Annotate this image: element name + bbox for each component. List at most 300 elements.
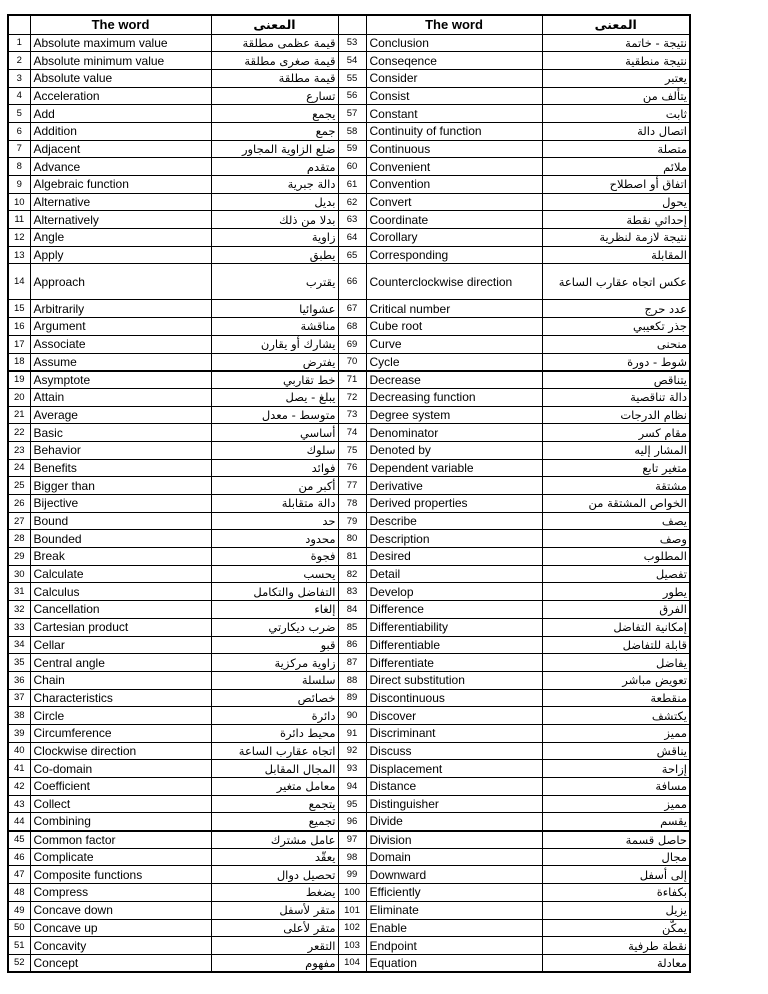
arabic-meaning: ملائم [542,158,690,176]
english-word: Calculate [30,565,211,583]
table-row [8,300,690,318]
row-number: 82 [338,565,366,583]
arabic-meaning: إلى أسفل [542,866,690,884]
english-word: Continuity of function [366,122,542,140]
english-word: Argument [30,318,211,336]
arabic-meaning: تفصيل [542,565,690,583]
row-number: 92 [338,742,366,760]
arabic-meaning: دالة جبرية [211,176,338,194]
row-number: 28 [8,530,30,548]
english-word: Derivative [366,477,542,495]
english-word: Convert [366,193,542,211]
row-number: 70 [338,353,366,371]
english-word: Circle [30,707,211,725]
english-word: Critical number [366,300,542,318]
table-row [8,565,690,583]
arabic-meaning: الفرق [542,601,690,619]
row-number: 47 [8,866,30,884]
english-word: Behavior [30,441,211,459]
english-word: Discriminant [366,724,542,742]
table-row [8,406,690,424]
row-number: 62 [338,193,366,211]
row-number: 42 [8,778,30,796]
english-word: Constant [366,105,542,123]
row-number: 100 [338,884,366,902]
row-number: 22 [8,424,30,442]
english-word: Conseqence [366,52,542,70]
arabic-meaning: متغير تابع [542,459,690,477]
english-word: Acceleration [30,87,211,105]
table-row [8,954,690,972]
arabic-meaning: ضرب ديكارتي [211,618,338,636]
arabic-meaning: ثابت [542,105,690,123]
table-row [8,937,690,955]
arabic-meaning: تسارع [211,87,338,105]
table-row [8,866,690,884]
row-number: 41 [8,760,30,778]
english-word: Develop [366,583,542,601]
row-number: 33 [8,618,30,636]
arabic-meaning: إزاحة [542,760,690,778]
row-number: 95 [338,795,366,813]
arabic-meaning: قيمة صغرى مطلقة [211,52,338,70]
arabic-meaning: إمكانية التفاضل [542,618,690,636]
arabic-meaning: التفاضل والتكامل [211,583,338,601]
english-word: Absolute value [30,69,211,87]
vocabulary-table [7,14,691,973]
arabic-meaning: معامل متغير [211,778,338,796]
table-row [8,813,690,831]
row-number: 25 [8,477,30,495]
row-number: 96 [338,813,366,831]
row-number: 77 [338,477,366,495]
english-word: Differentiability [366,618,542,636]
arabic-meaning: مناقشة [211,318,338,336]
english-word: Degree system [366,406,542,424]
english-word: Concave up [30,919,211,937]
english-word: Clockwise direction [30,742,211,760]
arabic-meaning: دائرة [211,707,338,725]
arabic-meaning: يكتشف [542,707,690,725]
number-column-header-left [8,15,30,34]
english-word: Eliminate [366,901,542,919]
english-word: Combining [30,813,211,831]
arabic-meaning: تحصيل دوال [211,866,338,884]
arabic-meaning: محيط دائرة [211,724,338,742]
english-word: Domain [366,848,542,866]
arabic-meaning: منقطعة [542,689,690,707]
english-word: Enable [366,919,542,937]
english-word: Approach [30,264,211,300]
english-word: Break [30,548,211,566]
row-number: 29 [8,548,30,566]
arabic-meaning: دالة تناقصية [542,388,690,406]
table-row [8,211,690,229]
english-word: Decreasing function [366,388,542,406]
row-number: 91 [338,724,366,742]
arabic-meaning: مميز [542,724,690,742]
english-word: Corollary [366,229,542,247]
table-row [8,371,690,389]
table-row [8,388,690,406]
english-word: Bounded [30,530,211,548]
arabic-meaning: المقابلة [542,246,690,264]
number-column-header-right [338,15,366,34]
table-row [8,583,690,601]
english-word: Differentiate [366,654,542,672]
table-row [8,34,690,52]
english-word: Discontinuous [366,689,542,707]
english-word: Cartesian product [30,618,211,636]
english-word: Cycle [366,353,542,371]
row-number: 13 [8,246,30,264]
arabic-meaning: عامل مشترك [211,831,338,849]
english-word: Decrease [366,371,542,389]
arabic-meaning: مميز [542,795,690,813]
arabic-meaning: زاوية مركزية [211,654,338,672]
arabic-meaning: منحنى [542,335,690,353]
row-number: 69 [338,335,366,353]
english-word: Co-domain [30,760,211,778]
table-row [8,795,690,813]
table-row [8,459,690,477]
row-number: 86 [338,636,366,654]
arabic-meaning: متقر لأسفل [211,901,338,919]
row-number: 12 [8,229,30,247]
english-word: Concavity [30,937,211,955]
row-number: 8 [8,158,30,176]
english-word: Compress [30,884,211,902]
row-number: 72 [338,388,366,406]
arabic-meaning: قبو [211,636,338,654]
arabic-meaning: يجمع [211,105,338,123]
table-row [8,512,690,530]
arabic-meaning: يعتبر [542,69,690,87]
arabic-meaning: قابلة للتفاضل [542,636,690,654]
row-number: 83 [338,583,366,601]
arabic-meaning: يتناقص [542,371,690,389]
table-row [8,495,690,513]
row-number: 85 [338,618,366,636]
table-row [8,671,690,689]
arabic-meaning: زاوية [211,229,338,247]
row-number: 104 [338,954,366,972]
row-number: 36 [8,671,30,689]
english-word: Benefits [30,459,211,477]
english-word: Denominator [366,424,542,442]
arabic-meaning: مفهوم [211,954,338,972]
row-number: 51 [8,937,30,955]
table-row [8,264,690,300]
table-row [8,901,690,919]
arabic-meaning: التقعر [211,937,338,955]
english-word: Absolute minimum value [30,52,211,70]
english-word: Bigger than [30,477,211,495]
english-word: Characteristics [30,689,211,707]
arabic-meaning: يعقّد [211,848,338,866]
arabic-meaning: يتألف من [542,87,690,105]
row-number: 54 [338,52,366,70]
row-number: 37 [8,689,30,707]
table-row [8,176,690,194]
row-number: 59 [338,140,366,158]
arabic-meaning: فجوة [211,548,338,566]
arabic-meaning: مشتقة [542,477,690,495]
english-word: Conclusion [366,34,542,52]
row-number: 21 [8,406,30,424]
english-word: Description [366,530,542,548]
arabic-meaning: محدود [211,530,338,548]
arabic-meaning: مقام كسر [542,424,690,442]
arabic-meaning: متقر لأعلى [211,919,338,937]
arabic-meaning: جمع [211,122,338,140]
row-number: 32 [8,601,30,619]
row-number: 90 [338,707,366,725]
table-row [8,919,690,937]
arabic-meaning: بدلا من ذلك [211,211,338,229]
arabic-meaning: أساسي [211,424,338,442]
arabic-meaning: يفاضل [542,654,690,672]
table-row [8,441,690,459]
arabic-meaning: قيمة مطلقة [211,69,338,87]
table-row [8,424,690,442]
row-number: 66 [338,264,366,300]
english-word: Desired [366,548,542,566]
table-row [8,884,690,902]
table-row [8,193,690,211]
english-word: Discuss [366,742,542,760]
english-word: Asymptote [30,371,211,389]
english-word: Calculus [30,583,211,601]
table-row [8,353,690,371]
arabic-meaning: يصف [542,512,690,530]
row-number: 76 [338,459,366,477]
english-word: Equation [366,954,542,972]
row-number: 46 [8,848,30,866]
row-number: 94 [338,778,366,796]
english-word: Curve [366,335,542,353]
row-number: 71 [338,371,366,389]
row-number: 23 [8,441,30,459]
row-number: 24 [8,459,30,477]
arabic-meaning: تجميع [211,813,338,831]
row-number: 5 [8,105,30,123]
table-header [8,15,690,34]
table-row [8,724,690,742]
table-body [8,34,690,972]
english-word: Assume [30,353,211,371]
row-number: 52 [8,954,30,972]
arabic-meaning: يحول [542,193,690,211]
row-number: 50 [8,919,30,937]
english-word: Absolute maximum value [30,34,211,52]
arabic-meaning: أكبر من [211,477,338,495]
english-word: Detail [366,565,542,583]
arabic-meaning: يقسم [542,813,690,831]
row-number: 56 [338,87,366,105]
english-word: Angle [30,229,211,247]
english-word: Chain [30,671,211,689]
arabic-meaning: إحداثي نقطة [542,211,690,229]
row-number: 84 [338,601,366,619]
row-number: 74 [338,424,366,442]
arabic-meaning: عشوائيا [211,300,338,318]
table-row [8,548,690,566]
row-number: 79 [338,512,366,530]
row-number: 64 [338,229,366,247]
arabic-meaning: يطور [542,583,690,601]
arabic-meaning: يضغط [211,884,338,902]
table-row [8,689,690,707]
arabic-meaning: معادلة [542,954,690,972]
english-word: Associate [30,335,211,353]
english-word: Counterclockwise direction [366,264,542,300]
row-number: 4 [8,87,30,105]
english-word: Consider [366,69,542,87]
arabic-meaning: يناقش [542,742,690,760]
english-word: Alternative [30,193,211,211]
row-number: 78 [338,495,366,513]
arabic-meaning: الخواص المشتقة من [542,495,690,513]
table-row [8,848,690,866]
english-word: Cellar [30,636,211,654]
row-number: 30 [8,565,30,583]
row-number: 7 [8,140,30,158]
row-number: 14 [8,264,30,300]
arabic-meaning: اتفاق أو اصطلاح [542,176,690,194]
meaning-column-header-left: المعنى [211,15,338,34]
english-word: Distance [366,778,542,796]
table-row [8,158,690,176]
arabic-meaning: يحسب [211,565,338,583]
english-word: Advance [30,158,211,176]
arabic-meaning: قيمة عظمى مطلقة [211,34,338,52]
row-number: 97 [338,831,366,849]
english-word: Discover [366,707,542,725]
arabic-meaning: يبلغ - يصل [211,388,338,406]
row-number: 63 [338,211,366,229]
table-row [8,335,690,353]
arabic-meaning: ضلع الزاوية المجاور [211,140,338,158]
arabic-meaning: وصف [542,530,690,548]
arabic-meaning: المجال المقابل [211,760,338,778]
arabic-meaning: حد [211,512,338,530]
english-word: Corresponding [366,246,542,264]
arabic-meaning: متصلة [542,140,690,158]
arabic-meaning: متقدم [211,158,338,176]
english-word: Concave down [30,901,211,919]
row-number: 102 [338,919,366,937]
row-number: 75 [338,441,366,459]
arabic-meaning: شوط - دورة [542,353,690,371]
row-number: 35 [8,654,30,672]
table-row [8,601,690,619]
table-row [8,52,690,70]
row-number: 19 [8,371,30,389]
row-number: 81 [338,548,366,566]
meaning-column-header-right: المعنى [542,15,690,34]
english-word: Describe [366,512,542,530]
row-number: 11 [8,211,30,229]
word-column-header-left: The word [30,15,211,34]
english-word: Efficiently [366,884,542,902]
table-row [8,318,690,336]
row-number: 103 [338,937,366,955]
row-number: 31 [8,583,30,601]
header-row [8,15,690,34]
english-word: Continuous [366,140,542,158]
arabic-meaning: يفترض [211,353,338,371]
english-word: Collect [30,795,211,813]
english-word: Cube root [366,318,542,336]
english-word: Algebraic function [30,176,211,194]
english-word: Displacement [366,760,542,778]
row-number: 26 [8,495,30,513]
arabic-meaning: اتجاه عقارب الساعة [211,742,338,760]
row-number: 6 [8,122,30,140]
table-row [8,618,690,636]
row-number: 49 [8,901,30,919]
table-row [8,140,690,158]
row-number: 34 [8,636,30,654]
english-word: Apply [30,246,211,264]
row-number: 60 [338,158,366,176]
arabic-meaning: سلسلة [211,671,338,689]
arabic-meaning: عدد حرج [542,300,690,318]
row-number: 67 [338,300,366,318]
table-row [8,778,690,796]
arabic-meaning: عكس اتجاه عقارب الساعة [542,264,690,300]
row-number: 17 [8,335,30,353]
table-row [8,69,690,87]
table-row [8,87,690,105]
row-number: 73 [338,406,366,424]
arabic-meaning: نتيجة - خاتمة [542,34,690,52]
table-row [8,760,690,778]
arabic-meaning: اتصال دالة [542,122,690,140]
arabic-meaning: جذر تكعيبي [542,318,690,336]
english-word: Concept [30,954,211,972]
arabic-meaning: دالة متقابلة [211,495,338,513]
row-number: 10 [8,193,30,211]
row-number: 43 [8,795,30,813]
arabic-meaning: بكفاءة [542,884,690,902]
row-number: 18 [8,353,30,371]
english-word: Divide [366,813,542,831]
english-word: Convenient [366,158,542,176]
row-number: 16 [8,318,30,336]
arabic-meaning: يشارك أو يقارن [211,335,338,353]
row-number: 55 [338,69,366,87]
arabic-meaning: بديل [211,193,338,211]
table-row [8,636,690,654]
row-number: 65 [338,246,366,264]
row-number: 89 [338,689,366,707]
row-number: 93 [338,760,366,778]
row-number: 101 [338,901,366,919]
row-number: 38 [8,707,30,725]
table-row [8,229,690,247]
table-row [8,246,690,264]
row-number: 99 [338,866,366,884]
table-row [8,122,690,140]
english-word: Consist [366,87,542,105]
english-word: Differentiable [366,636,542,654]
arabic-meaning: تعويض مباشر [542,671,690,689]
arabic-meaning: نقطة طرفية [542,937,690,955]
table-row [8,530,690,548]
english-word: Downward [366,866,542,884]
